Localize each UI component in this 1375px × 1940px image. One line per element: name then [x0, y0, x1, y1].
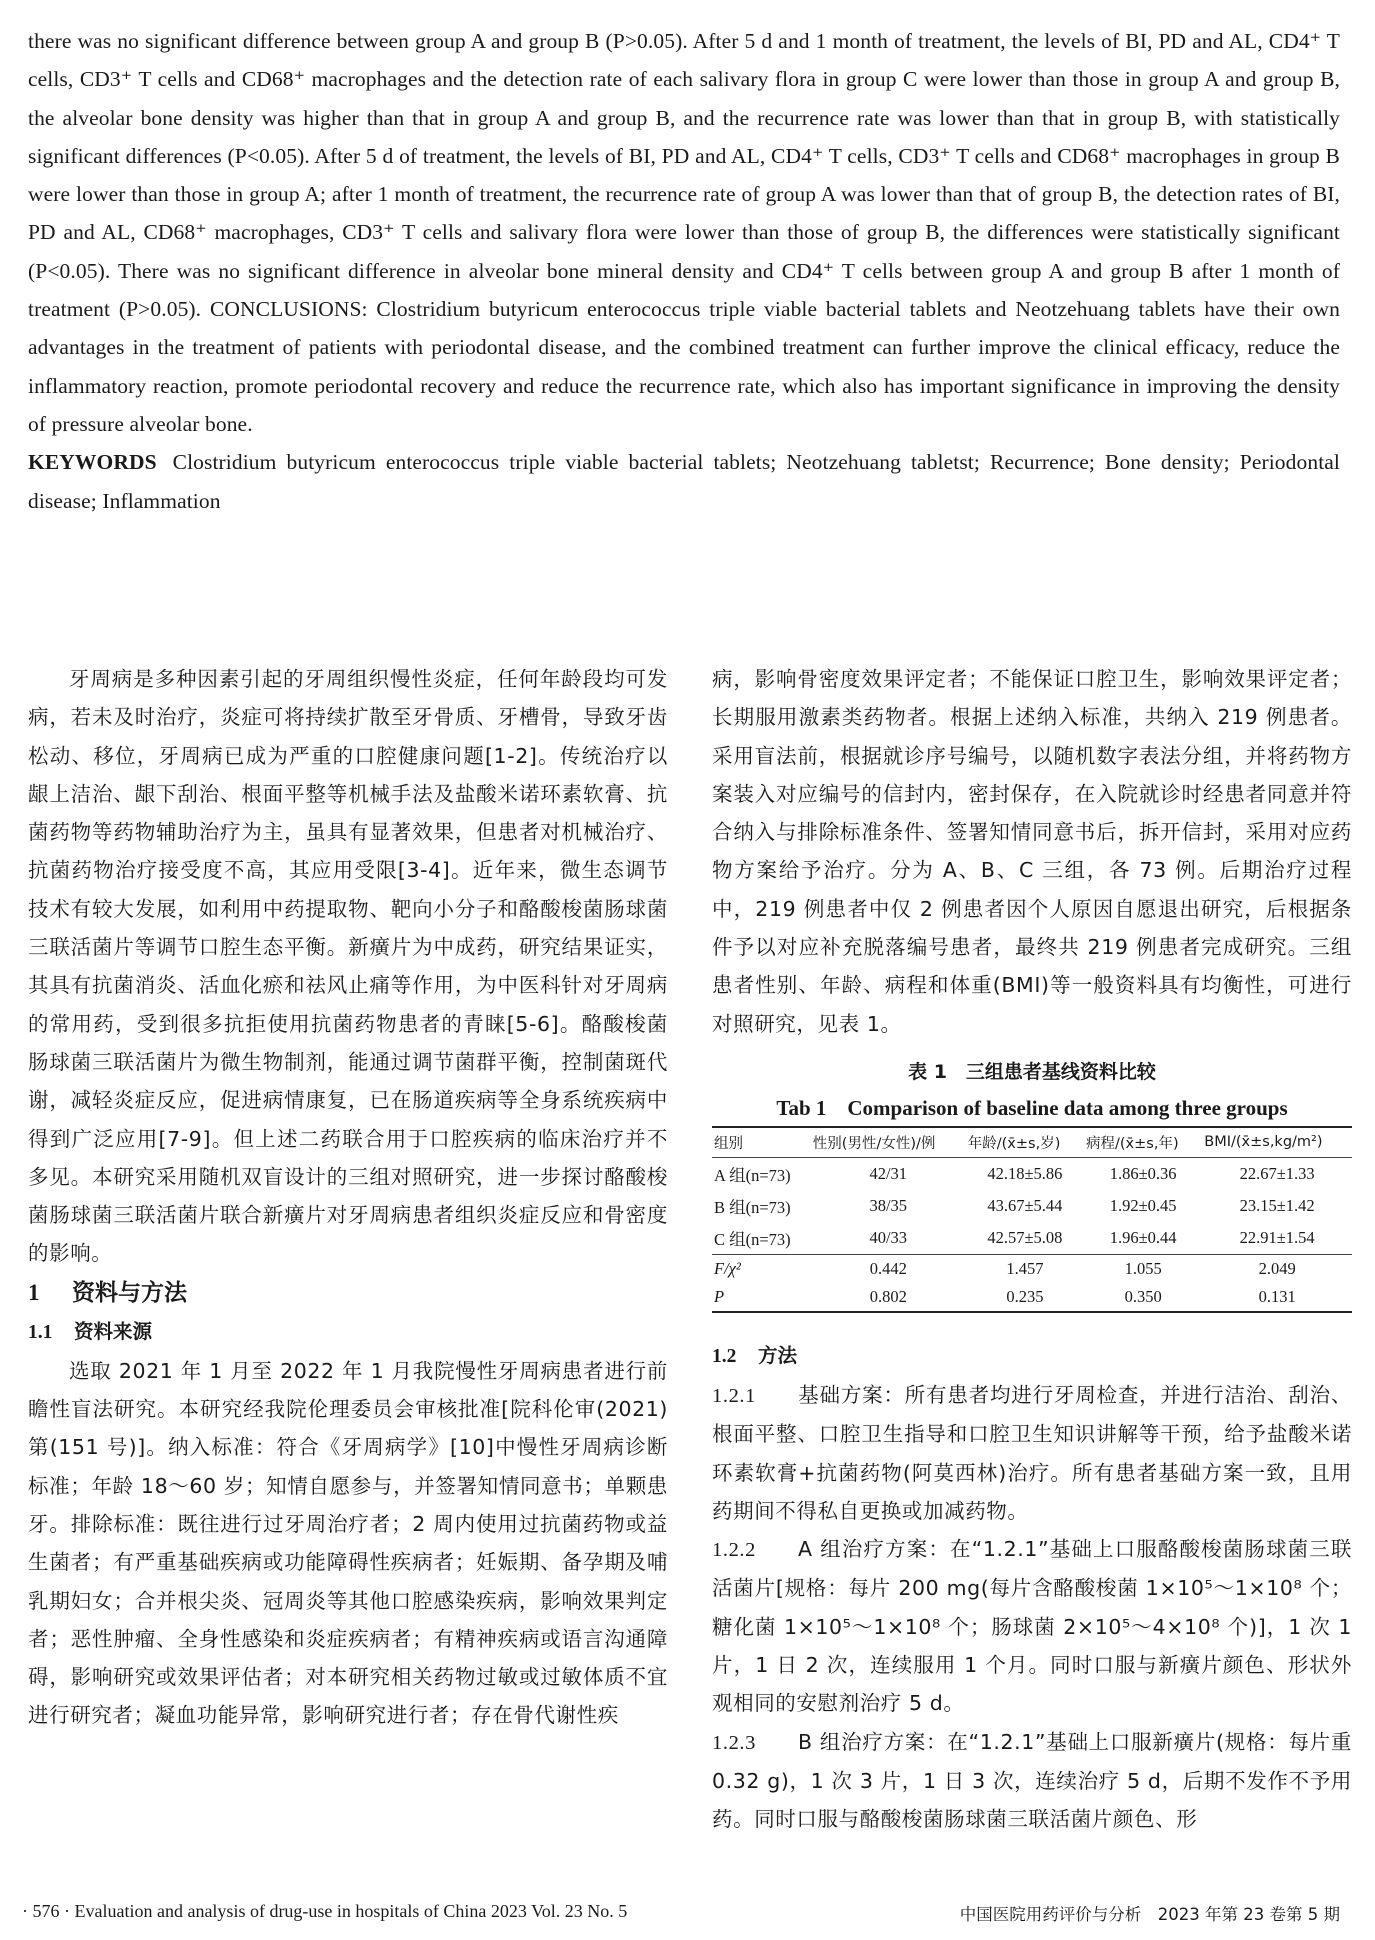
table-1-caption-cn: 表 1 三组患者基线资料比较 [908, 1060, 1156, 1083]
cell: 22.91±1.54 [1239, 1227, 1315, 1247]
cell: 1.96±0.44 [1109, 1227, 1177, 1247]
header-duration: 病程/(x̄±s,年) [1084, 1127, 1202, 1158]
table-stat-row [712, 1254, 1352, 1283]
table-row [712, 1157, 1352, 1190]
section-1-2-1-number: 1.2.1 [712, 1384, 756, 1407]
section-1-2-number: 1.2 [712, 1345, 737, 1367]
cell: 22.67±1.33 [1239, 1163, 1315, 1183]
cell: 0.350 [1124, 1286, 1162, 1306]
cell: 2.049 [1202, 1254, 1352, 1283]
introduction-paragraph: 牙周病是多种因素引起的牙周组织慢性炎症，任何年龄段均可发病，若未及时治疗，炎症可将持续扩散至牙骨质、牙槽骨，导致牙齿松动、移位，牙周病已成为严重的口腔健康问题[1-2]。传统治疗以龈上洁治、龈下刮治、根面平整等机械手法及盐酸米诺环素软膏、抗菌药物等药物辅助治疗为主，虽具有显著效果，但患者对机械治疗、抗菌药物治疗接受度不高，其应用受限[3-4]。近年来，微生态调节技术有较大发展，如利用中药提取物、靶向小分子和酪酸梭菌肠球菌三联活菌片等调节口腔生态平衡。新癀片为中成药，研究结果证实，其具有抗菌消炎、活血化瘀和祛风止痛等作用，为中医科针对牙周病的常用药，受到很多抗拒使用抗菌药物患者的青睐[5-6]。酪酸梭菌肠球菌三联活菌片为微生物制剂，能通过调节菌群平衡，控制菌斑代谢，减轻炎症反应，促进病情康复，已在肠道疾病等全身系统疾病中得到广泛应用[7-9]。但上述二药联合用于口腔疾病的临床治疗并不多见。本研究采用随机双盲设计的三组对照研究，进一步探讨酪酸梭菌肠球菌三联活菌片联合新癀片对牙周病患者组织炎症反应和骨密度的影响。 [28, 667, 668, 1266]
section-1-2-3 [712, 1723, 1352, 1839]
keywords-text: Clostridium butyricum enterococcus triple viable bacterial tablets; Neotzehuang tabletst; Recurrence; Bone density; Periodontal disease; Inflammation [28, 450, 1340, 513]
cell: 23.15±1.42 [1239, 1195, 1315, 1215]
baseline-table [712, 1126, 1352, 1313]
section-1-number: 1 [28, 1279, 40, 1305]
right-column [712, 660, 1352, 1839]
continued-paragraph: 病，影响骨密度效果评定者；不能保证口腔卫生，影响效果评定者；长期服用激素类药物者。根据上述纳入标准，共纳入 219 例患者。采用盲法前，根据就诊序号编号，以随机数字表法分组，并将药物方案装入对应编号的信封内，密封保存，在入院就诊时经患者同意并符合纳入与排除标准条件、签署知情同意书后，拆开信封，采用对应药物方案给予治疗。分为 A、B、C 三组，各 73 例。后期治疗过程中，219 例患者中仅 2 例患者因个人原因自愿退出研究，后根据条件予以对应补充脱落编号患者，最终共 219 例患者完成研究。三组患者性别、年龄、病程和体重(BMI)等一般资料具有均衡性，可进行对照研究，见表 1。 [712, 667, 1352, 1036]
section-1-2-3-text: B 组治疗方案：在“1.2.1”基础上口服新癀片(规格：每片重 0.32 g)，1 次 3 片，1 日 3 次，连续治疗 5 d，后期不发作不予用药。同时口服与酪酸梭菌肠球菌三联活菌片颜色、形 [712, 1729, 1352, 1832]
table-header-row [712, 1127, 1352, 1158]
page-footer [22, 1901, 1340, 1925]
cell: 1.92±0.45 [1109, 1195, 1177, 1215]
section-1-heading [28, 1273, 668, 1313]
table-stat-row [712, 1283, 1352, 1312]
keywords-line [28, 443, 1340, 520]
header-bmi: BMI/(x̄±s,kg/m²) [1202, 1127, 1352, 1158]
cell: 1.457 [966, 1254, 1084, 1283]
keywords-label: KEYWORDS [28, 450, 157, 475]
section-1-2-2 [712, 1530, 1352, 1722]
header-group: 组别 [712, 1127, 811, 1158]
cell: 38/35 [869, 1195, 908, 1215]
cell: P [714, 1286, 725, 1306]
cell: 43.67±5.44 [987, 1195, 1063, 1215]
cell: 0.131 [1258, 1286, 1296, 1306]
cell: 1.86±0.36 [1109, 1163, 1177, 1183]
table-row [712, 1190, 1352, 1222]
header-age: 年龄/(x̄±s,岁) [966, 1127, 1084, 1158]
spacer [712, 1313, 1352, 1337]
header-sex: 性别(男性/女性)/例 [811, 1127, 966, 1158]
section-1-2-heading [712, 1337, 1352, 1376]
cell: 40/33 [869, 1227, 908, 1247]
section-1-2-3-number: 1.2.3 [712, 1731, 756, 1754]
section-1-2-2-text: A 组治疗方案：在“1.2.1”基础上口服酪酸梭菌肠球菌三联活菌片[规格：每片 200 mg(每片含酪酸梭菌 1×10⁵～1×10⁸ 个；糖化菌 1×10⁵～1×10⁸ 个；肠球菌 2×10⁵～4×10⁸ 个)]，1 次 1 片，1 日 2 次，连续服用 1 个月。同时口服与新癀片颜色、形状外观相同的安慰剂治疗 5 d。 [712, 1537, 1352, 1716]
cell: C 组(n=73) [714, 1229, 791, 1249]
section-1-2-1 [712, 1376, 1352, 1530]
cell: 1.055 [1084, 1254, 1202, 1283]
section-1-1-title: 资料来源 [74, 1319, 153, 1343]
left-column [28, 660, 668, 1735]
english-abstract [28, 22, 1340, 520]
section-1-1-number: 1.1 [28, 1321, 53, 1343]
cell: B 组(n=73) [714, 1197, 791, 1217]
footer-journal-cn: 中国医院用药评价与分析 2023 年第 23 卷第 5 期 [959, 1905, 1340, 1924]
cell: 0.235 [1006, 1286, 1044, 1306]
table-row [712, 1222, 1352, 1255]
cell: 42/31 [869, 1163, 908, 1183]
cell: A 组(n=73) [714, 1165, 791, 1185]
cell: F/χ² [712, 1254, 811, 1283]
section-1-1-text: 选取 2021 年 1 月至 2022 年 1 月我院慢性牙周病患者进行前瞻性盲法研究。本研究经我院伦理委员会审核批准[院科伦审(2021)第(151 号)]。纳入标准：符合《牙周病学》[10]中慢性牙周病诊断标准；年龄 18～60 岁；知情自愿参与，并签署知情同意书；单颗患牙。排除标准：既往进行过牙周治疗者；2 周内使用过抗菌药物或益生菌者；有严重基础疾病或功能障碍性疾病者；妊娠期、备孕期及哺乳期妇女；合并根尖炎、冠周炎等其他口腔感染疾病，影响效果判定者；恶性肿瘤、全身性感染和炎症疾病者；有精神疾病或语言沟通障碍，影响研究或效果评估者；对本研究相关药物过敏或过敏体质不宜进行研究者；凝血功能异常，影响研究进行者；存在骨代谢性疾 [28, 1358, 668, 1728]
abstract-body: there was no significant difference between group A and group B (P>0.05). After 5 d and 1 month of treatment, the levels of BI, PD and AL, CD4⁺ T cells, CD3⁺ T cells and CD68⁺ macrophages and the detection rate of each salivary flora in group C were lower than those in group A and group B, the alveolar bone density was higher than that in group A and group B, and the recurrence rate was lower than that in group B, with statistically significant differences (P<0.05). After 5 d of treatment, the levels of BI, PD and AL, CD4⁺ T cells, CD3⁺ T cells and CD68⁺ macrophages in group B were lower than those in group A; after 1 month of treatment, the recurrence rate of group A was lower than that of group B, the detection rates of BI, PD and AL, CD68⁺ macrophages, CD3⁺ T cells and salivary flora were lower than those of group B, the differences were statistically significant (P<0.05). There was no significant difference in alveolar bone mineral density and CD4⁺ T cells between group A and group B after 1 month of treatment (P>0.05). CONCLUSIONS: Clostridium butyricum enterococcus triple viable bacterial tablets and Neotzehuang tablets have their own advantages in the treatment of patients with periodontal disease, and the combined treatment can further improve the clinical efficacy, reduce the inflammatory reaction, promote periodontal recovery and reduce the recurrence rate, which also has important significance in improving the density of pressure alveolar bone. [28, 29, 1340, 436]
cell: 42.18±5.86 [987, 1163, 1063, 1183]
section-1-title: 资料与方法 [72, 1279, 187, 1306]
footer-journal-en: · 576 · Evaluation and analysis of drug-use in hospitals of China 2023 Vol. 23 No. 5 [22, 1901, 628, 1921]
section-1-2-2-number: 1.2.2 [712, 1539, 756, 1562]
section-1-1-heading [28, 1313, 668, 1352]
table-1-caption-en: Tab 1 Comparison of baseline data among three groups [776, 1095, 1288, 1120]
cell: 42.57±5.08 [987, 1227, 1063, 1247]
cell: 0.442 [811, 1254, 966, 1283]
section-1-2-title: 方法 [758, 1343, 798, 1367]
cell: 0.802 [869, 1286, 907, 1306]
section-1-2-1-text: 基础方案：所有患者均进行牙周检查，并进行洁治、刮治、根面平整、口腔卫生指导和口腔卫生知识讲解等干预，给予盐酸米诺环素软膏+抗菌药物(阿莫西林)治疗。所有患者基础方案一致，且用药期间不得私自更换或加减药物。 [712, 1382, 1352, 1523]
